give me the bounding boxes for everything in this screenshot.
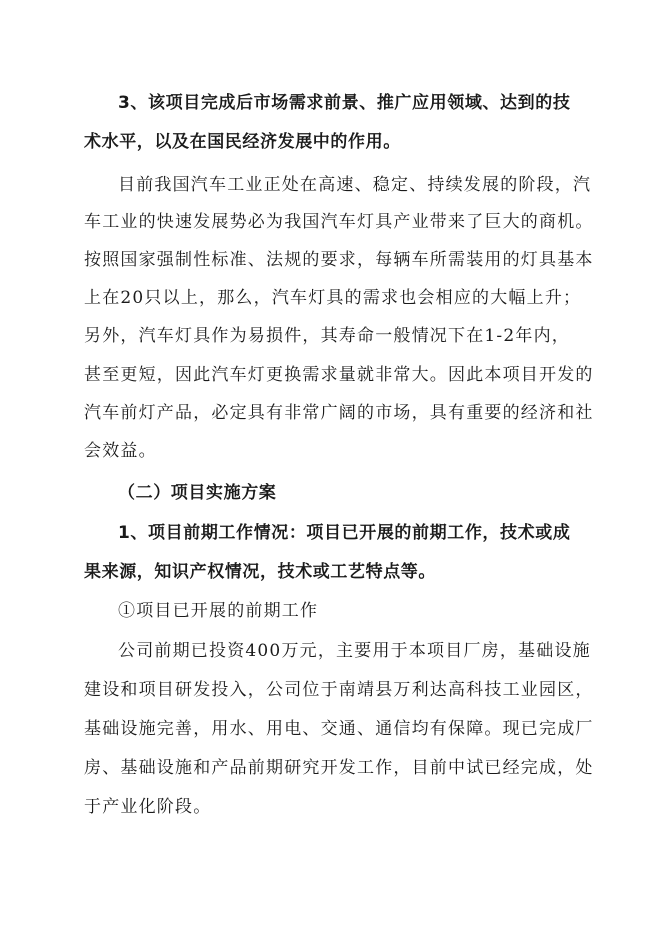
- market-paragraph-line-8: 会效益。: [84, 441, 157, 461]
- item-1-heading-line-1: 1、项目前期工作情况：项目已开展的前期工作，技术或成: [118, 523, 571, 543]
- preliminary-paragraph-line-4: 房、基础设施和产品前期研究开发工作，目前中试已经完成，处: [84, 758, 594, 778]
- market-paragraph-line-5: 另外，汽车灯具作为易损件，其寿命一般情况下在1-2年内，: [84, 326, 570, 346]
- market-paragraph-line-6: 甚至更短，因此汽车灯更换需求量就非常大。因此本项目开发的: [84, 365, 594, 385]
- preliminary-paragraph-line-5: 于产业化阶段。: [84, 797, 212, 817]
- preliminary-paragraph-line-1: 公司前期已投资400万元，主要用于本项目厂房，基础设施: [118, 641, 591, 661]
- part-2-heading: （二）项目实施方案: [118, 483, 277, 503]
- market-paragraph-line-2: 车工业的快速发展势必为我国汽车灯具产业带来了巨大的商机。: [84, 212, 594, 232]
- market-paragraph-line-7: 汽车前灯产品，必定具有非常广阔的市场，具有重要的经济和社: [84, 403, 594, 423]
- market-paragraph-line-3: 按照国家强制性标准、法规的要求，每辆车所需装用的灯具基本: [84, 250, 594, 270]
- item-1-heading-line-2: 果来源，知识产权情况，技术或工艺特点等。: [84, 562, 436, 582]
- sub-heading-preliminary-work: ①项目已开展的前期工作: [118, 601, 319, 621]
- market-paragraph-line-1: 目前我国汽车工业正处在高速、稳定、持续发展的阶段，汽: [118, 175, 592, 195]
- market-paragraph-line-4: 上在20只以上，那么，汽车灯具的需求也会相应的大幅上升；: [84, 288, 582, 308]
- section-3-heading-line-2: 术水平，以及在国民经济发展中的作用。: [84, 132, 401, 152]
- preliminary-paragraph-line-2: 建设和项目研发投入，公司位于南靖县万利达高科技工业园区，: [84, 680, 594, 700]
- section-3-heading-line-1: 3、该项目完成后市场需求前景、推广应用领域、达到的技: [118, 93, 571, 113]
- preliminary-paragraph-line-3: 基础设施完善，用水、用电、交通、通信均有保障。现已完成厂: [84, 719, 594, 739]
